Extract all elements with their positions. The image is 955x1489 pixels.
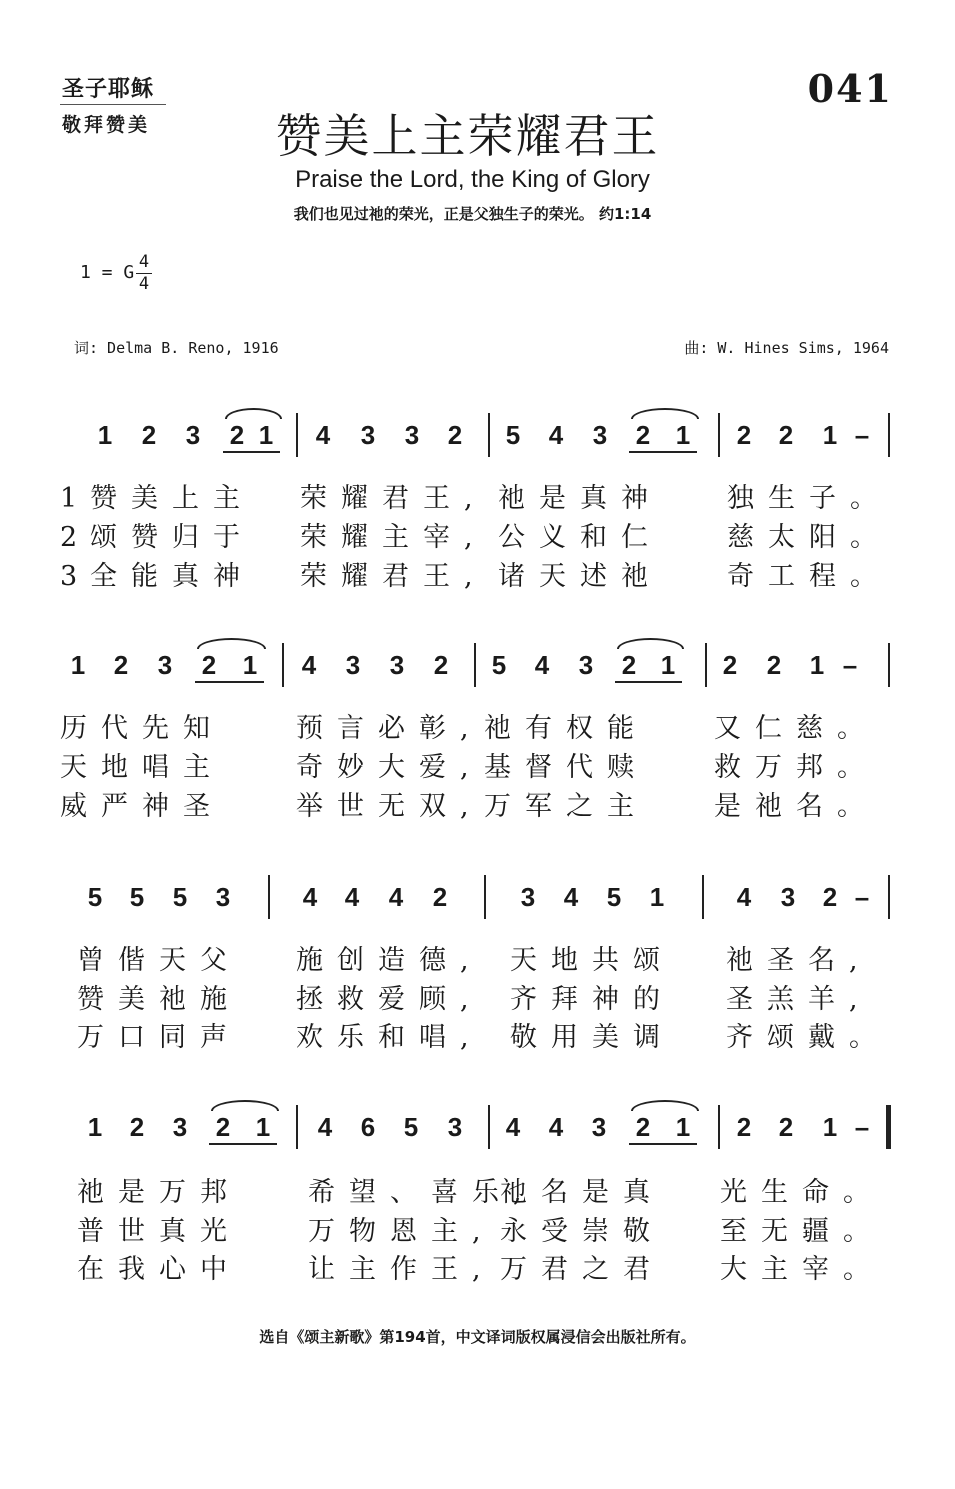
jianpu-note: – xyxy=(854,882,870,912)
slur-arc xyxy=(225,408,282,419)
jianpu-note: 2 xyxy=(113,650,129,680)
scripture-verse: 我们也见过祂的荣光，正是父独生子的荣光。 约1:14 xyxy=(293,205,652,223)
lyric-phrase: 祂名是真 xyxy=(500,1177,664,1208)
key-signature: 1 = G xyxy=(80,262,135,283)
lyric-phrase: 永受崇敬 xyxy=(500,1216,664,1247)
lyric-phrase: 敬用美调 xyxy=(510,1022,674,1053)
jianpu-note: 2 xyxy=(215,1112,231,1142)
jianpu-note: 3 xyxy=(591,1112,607,1142)
jianpu-note: 2 xyxy=(635,1112,651,1142)
category-main: 圣子耶稣 xyxy=(62,77,155,102)
hymn-title: 赞美上主荣耀君王 xyxy=(275,109,660,163)
lyric-phrase: 祂是万邦 xyxy=(77,1177,241,1208)
lyric-phrase: 万军之主 xyxy=(484,791,648,822)
jianpu-note: 1 xyxy=(242,650,258,680)
lyric-phrase: 荣耀主宰, xyxy=(300,522,487,553)
lyric-phrase: 又仁慈。 xyxy=(714,713,878,744)
slur-arc xyxy=(211,1100,279,1111)
jianpu-note: 3 xyxy=(592,420,608,450)
lyric-phrase: 荣耀君王, xyxy=(300,483,487,514)
lyric-phrase: 预言必彰, xyxy=(296,713,483,744)
eighth-note-beam xyxy=(209,1143,277,1145)
eighth-note-beam xyxy=(615,681,682,683)
jianpu-note: 4 xyxy=(315,420,331,450)
barline xyxy=(888,643,890,687)
lyric-phrase: 圣羔羊, xyxy=(726,984,872,1015)
lyric-phrase: 祂圣名, xyxy=(726,945,872,976)
jianpu-note: – xyxy=(854,1112,870,1142)
jianpu-note: 5 xyxy=(87,882,103,912)
barline xyxy=(484,875,486,919)
jianpu-note: 2 xyxy=(736,420,752,450)
lyric-phrase: 欢乐和唱, xyxy=(296,1022,483,1053)
lyric-phrase: 公义和仁 xyxy=(498,522,662,553)
jianpu-note: 3 xyxy=(360,420,376,450)
barline xyxy=(888,875,890,919)
lyric-phrase: 万君之君 xyxy=(500,1254,664,1285)
jianpu-note: 2 xyxy=(141,420,157,450)
barline xyxy=(474,643,476,687)
lyric-phrase: 是祂名。 xyxy=(714,791,878,822)
jianpu-note: 4 xyxy=(548,1112,564,1142)
lyric-phrase: 普世真光 xyxy=(77,1216,241,1247)
jianpu-note: – xyxy=(854,420,870,450)
jianpu-note: 5 xyxy=(129,882,145,912)
jianpu-note: 4 xyxy=(301,650,317,680)
barline xyxy=(296,1105,298,1149)
barline xyxy=(488,413,490,457)
hymn-subtitle: Praise the Lord, the King of Glory xyxy=(295,166,650,193)
slur-arc xyxy=(197,638,266,649)
jianpu-note: 2 xyxy=(433,650,449,680)
jianpu-note: 6 xyxy=(360,1112,376,1142)
lyric-phrase: 拯救爱顾, xyxy=(296,984,483,1015)
jianpu-note: 1 xyxy=(649,882,665,912)
lyric-phrase: 齐颂戴。 xyxy=(726,1022,890,1053)
lyricist-credit: 词: Delma B. Reno, 1916 xyxy=(74,339,279,357)
lyric-phrase: 希望、喜乐, xyxy=(308,1177,536,1208)
jianpu-note: 1 xyxy=(822,420,838,450)
jianpu-note: 1 xyxy=(675,1112,691,1142)
lyric-phrase: 齐拜神的 xyxy=(510,984,674,1015)
jianpu-note: 5 xyxy=(403,1112,419,1142)
jianpu-note: 2 xyxy=(635,420,651,450)
barline xyxy=(702,875,704,919)
barline xyxy=(282,643,284,687)
jianpu-note: 2 xyxy=(722,650,738,680)
barline xyxy=(705,643,707,687)
composer-credit: 曲: W. Hines Sims, 1964 xyxy=(684,339,889,357)
lyric-phrase: 天地唱主 xyxy=(60,752,224,783)
jianpu-note: 5 xyxy=(491,650,507,680)
jianpu-note: 1 xyxy=(97,420,113,450)
lyric-phrase: 荣耀君王, xyxy=(300,561,487,592)
jianpu-note: 3 xyxy=(578,650,594,680)
lyric-phrase: 基督代赎 xyxy=(484,752,648,783)
jianpu-note: 2 xyxy=(432,882,448,912)
barline xyxy=(296,413,298,457)
barline xyxy=(268,875,270,919)
jianpu-note: 1 xyxy=(660,650,676,680)
jianpu-note: 1 xyxy=(675,420,691,450)
lyric-phrase: 赞美祂施 xyxy=(77,984,241,1015)
lyric-phrase: 独生子。 xyxy=(727,483,891,514)
jianpu-note: 1 xyxy=(87,1112,103,1142)
jianpu-note: 4 xyxy=(563,882,579,912)
hymn-number: 041 xyxy=(807,66,893,111)
jianpu-note: 3 xyxy=(157,650,173,680)
jianpu-note: 2 xyxy=(778,420,794,450)
lyric-phrase: 让主作王, xyxy=(308,1254,495,1285)
jianpu-note: 5 xyxy=(172,882,188,912)
time-signature xyxy=(136,254,152,293)
jianpu-note: 3 xyxy=(172,1112,188,1142)
lyric-phrase: 诸天述祂 xyxy=(498,561,662,592)
jianpu-note: 4 xyxy=(388,882,404,912)
slur-arc xyxy=(631,408,699,419)
lyric-phrase: 天地共颂 xyxy=(510,945,674,976)
jianpu-note: 1 xyxy=(809,650,825,680)
verse-number: 1 xyxy=(60,483,78,514)
jianpu-note: 2 xyxy=(736,1112,752,1142)
time-signature-top: 4 xyxy=(138,252,150,272)
barline xyxy=(718,413,720,457)
lyric-phrase: 历代先知 xyxy=(60,713,224,744)
jianpu-note: 2 xyxy=(822,882,838,912)
jianpu-note: 2 xyxy=(766,650,782,680)
lyric-phrase: 施创造德, xyxy=(296,945,483,976)
jianpu-note: 2 xyxy=(778,1112,794,1142)
lyric-phrase: 祂有权能 xyxy=(484,713,648,744)
eighth-note-beam xyxy=(629,1143,697,1145)
lyric-phrase: 在我心中 xyxy=(77,1254,241,1285)
jianpu-note: 4 xyxy=(344,882,360,912)
lyric-phrase: 全能真神 xyxy=(90,561,254,592)
time-signature-bottom: 4 xyxy=(138,274,150,294)
jianpu-note: 3 xyxy=(404,420,420,450)
jianpu-note: 3 xyxy=(345,650,361,680)
lyric-phrase: 光生命。 xyxy=(720,1177,884,1208)
eighth-note-beam xyxy=(195,681,264,683)
jianpu-note: 3 xyxy=(520,882,536,912)
jianpu-note: 1 xyxy=(258,420,274,450)
lyric-phrase: 慈太阳。 xyxy=(727,522,891,553)
lyric-phrase: 赞美上主 xyxy=(90,483,254,514)
jianpu-note: 4 xyxy=(736,882,752,912)
jianpu-note: 5 xyxy=(505,420,521,450)
jianpu-note: 4 xyxy=(534,650,550,680)
jianpu-note: 1 xyxy=(255,1112,271,1142)
lyric-phrase: 颂赞归于 xyxy=(90,522,254,553)
jianpu-note: 3 xyxy=(185,420,201,450)
jianpu-note: 4 xyxy=(505,1112,521,1142)
eighth-note-beam xyxy=(629,451,697,453)
barline xyxy=(718,1105,720,1149)
lyric-phrase: 大主宰。 xyxy=(720,1254,884,1285)
jianpu-note: 1 xyxy=(822,1112,838,1142)
jianpu-note: 2 xyxy=(447,420,463,450)
jianpu-note: 2 xyxy=(201,650,217,680)
copyright-footer: 选自《颂主新歌》第194首，中文译词版权属浸信会出版社所有。 xyxy=(259,1328,696,1346)
jianpu-note: 2 xyxy=(129,1112,145,1142)
jianpu-note: – xyxy=(842,650,858,680)
final-barline xyxy=(886,1105,891,1149)
jianpu-note: 3 xyxy=(389,650,405,680)
category-sub: 敬拜赞美 xyxy=(62,114,151,136)
lyric-phrase: 奇工程。 xyxy=(727,561,891,592)
jianpu-note: 2 xyxy=(229,420,245,450)
jianpu-note: 3 xyxy=(215,882,231,912)
lyric-phrase: 奇妙大爱, xyxy=(296,752,483,783)
lyric-phrase: 举世无双, xyxy=(296,791,483,822)
lyric-phrase: 至无疆。 xyxy=(720,1216,884,1247)
jianpu-note: 2 xyxy=(621,650,637,680)
jianpu-note: 4 xyxy=(317,1112,333,1142)
verse-number: 2 xyxy=(60,522,78,553)
lyric-phrase: 救万邦。 xyxy=(714,752,878,783)
verse-number: 3 xyxy=(60,561,78,592)
slur-arc xyxy=(617,638,684,649)
lyric-phrase: 万口同声 xyxy=(77,1022,241,1053)
jianpu-note: 3 xyxy=(447,1112,463,1142)
jianpu-note: 3 xyxy=(780,882,796,912)
jianpu-note: 4 xyxy=(302,882,318,912)
jianpu-note: 5 xyxy=(606,882,622,912)
lyric-phrase: 万物恩主, xyxy=(308,1216,495,1247)
barline xyxy=(888,413,890,457)
barline xyxy=(488,1105,490,1149)
slur-arc xyxy=(631,1100,699,1111)
jianpu-note: 1 xyxy=(70,650,86,680)
jianpu-note: 4 xyxy=(548,420,564,450)
lyric-phrase: 威严神圣 xyxy=(60,791,224,822)
eighth-note-beam xyxy=(223,451,280,453)
lyric-phrase: 祂是真神 xyxy=(498,483,662,514)
lyric-phrase: 曾偕天父 xyxy=(77,945,241,976)
